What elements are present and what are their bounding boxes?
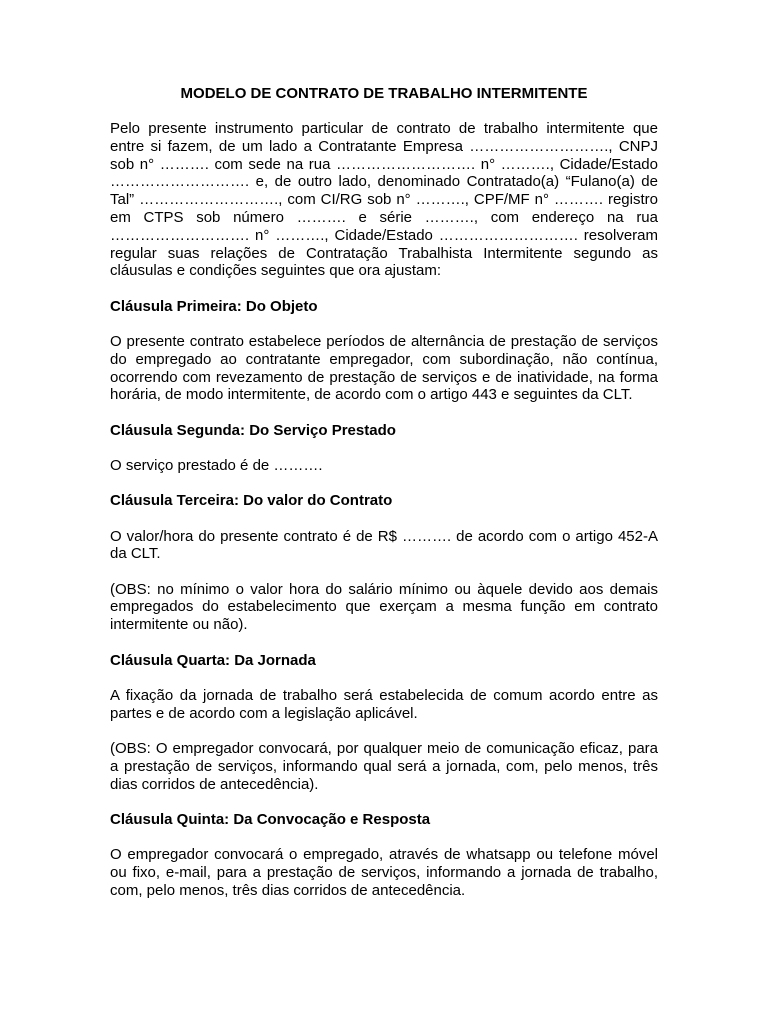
clause-1-text: O presente contrato estabelece períodos de alternância de prestação de serviços do empregado ao contratante empregador, com subordinação, não contínua, ocorrendo com revezamento de prestação de serviços e de inatividade, na forma horária, de modo intermitente, de acordo com o artigo 443 e seguintes da CLT.	[110, 332, 658, 404]
clause-5-text: O empregador convocará o empregado, através de whatsapp ou telefone móvel ou fixo, e-mail, para a prestação de serviços, informando a jornada de trabalho, com, pelo menos, três dias corridos de antecedência.	[110, 846, 658, 899]
clause-5-heading: Cláusula Quinta: Da Convocação e Resposta	[110, 810, 431, 828]
document-title: MODELO DE CONTRATO DE TRABALHO INTERMITENTE	[180, 85, 588, 102]
clause-3-text: O valor/hora do presente contrato é de R$ ………. de acordo com o artigo 452-A da CLT.	[110, 527, 658, 563]
clause-3-heading: Cláusula Terceira: Do valor do Contrato	[110, 492, 393, 510]
intro-paragraph: Pelo presente instrumento particular de contrato de trabalho intermitente que entre si fazem, de um lado a Contratante Empresa ………………………., CNPJ sob n° ………. com sede na rua ………………………. n° ………., Cidade/Estado ………………………. e, de outro lado, denominado Contratado(a) “Fulano(a) de Tal” ………………………., com CI/RG sob n° ………., CPF/MF n° ………. registro em CTPS sob número ………. e série ………., com endereço na rua ………………………. n° ………., Cidade/Estado ………………………. resolveram regular suas relações de Contratação Trabalhista Intermitente segundo as cláusulas e condições seguintes que ora ajustam:	[110, 120, 658, 280]
document-page	[110, 0, 658, 900]
clause-3-note: (OBS: no mínimo o valor hora do salário mínimo ou àquele devido aos demais empregados do estabelecimento que exerçam a mesma função em contrato intermitente ou não).	[110, 580, 658, 634]
clause-1-heading: Cláusula Primeira: Do Objeto	[110, 297, 318, 315]
clause-4-heading: Cláusula Quarta: Da Jornada	[110, 651, 316, 669]
clause-2-text: O serviço prestado é de ……….	[110, 456, 323, 474]
clause-2-heading: Cláusula Segunda: Do Serviço Prestado	[110, 421, 396, 439]
clause-4-note: (OBS: O empregador convocará, por qualquer meio de comunicação eficaz, para a prestação de serviços, informando qual será a jornada, com, pelo menos, três dias corridos de antecedência).	[110, 739, 658, 793]
clause-4-text: A fixação da jornada de trabalho será estabelecida de comum acordo entre as partes e de acordo com a legislação aplicável.	[110, 686, 658, 722]
